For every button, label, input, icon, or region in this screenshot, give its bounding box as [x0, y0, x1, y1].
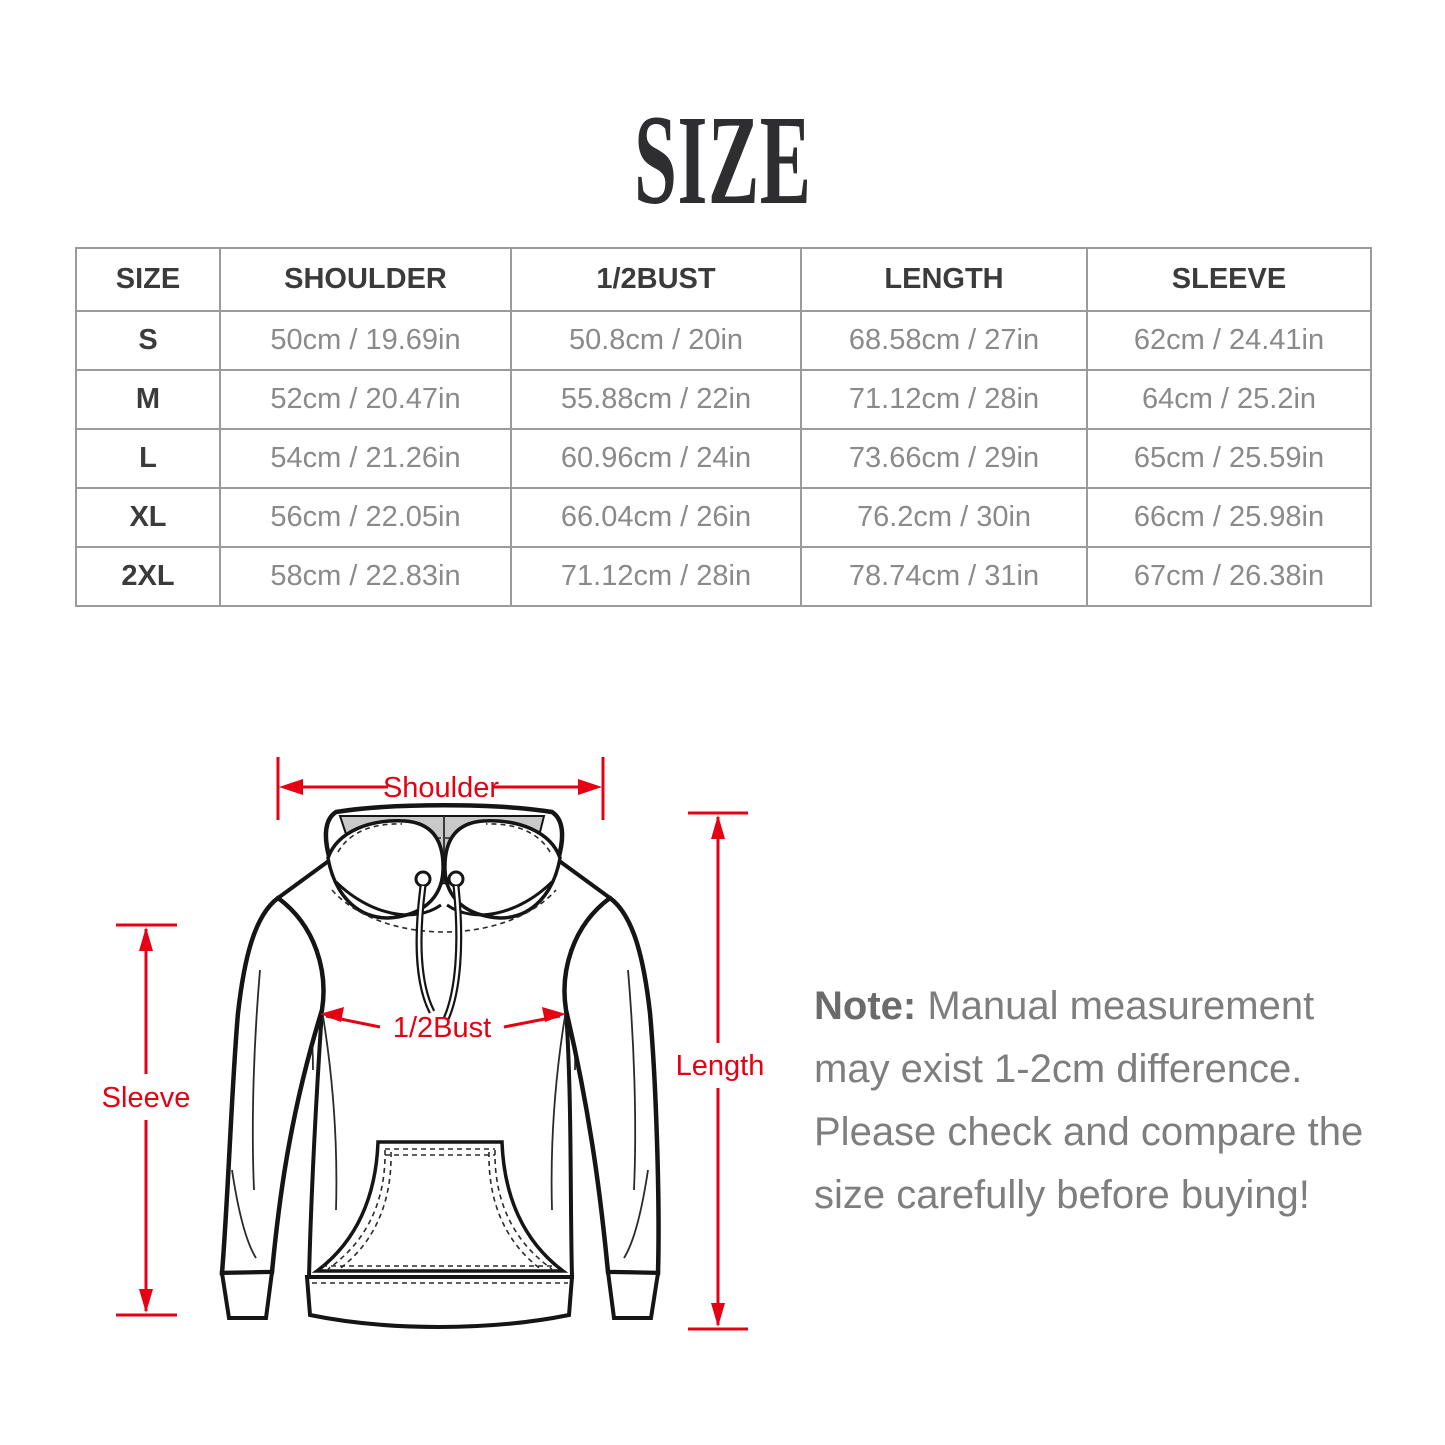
hem-band — [307, 1277, 572, 1327]
cell-sleeve: 64cm / 25.2in — [1087, 370, 1371, 429]
table-row-m — [76, 370, 1371, 429]
header-length: LENGTH — [801, 248, 1087, 311]
cell-bust: 60.96cm / 24in — [511, 429, 801, 488]
bust-dimension-label: 1/2Bust — [392, 1012, 492, 1044]
cell-shoulder: 52cm / 20.47in — [220, 370, 511, 429]
cell-sleeve: 62cm / 24.41in — [1087, 311, 1371, 370]
cell-shoulder: 50cm / 19.69in — [220, 311, 511, 370]
sleeve-dimension-arrow — [102, 925, 191, 1315]
cell-size: XL — [76, 488, 220, 547]
cell-shoulder: 54cm / 21.26in — [220, 429, 511, 488]
cell-size: L — [76, 429, 220, 488]
header-size: SIZE — [76, 248, 220, 311]
note-prefix: Note: — [814, 984, 917, 1028]
cell-shoulder: 56cm / 22.05in — [220, 488, 511, 547]
header-sleeve: SLEEVE — [1087, 248, 1371, 311]
cell-sleeve: 65cm / 25.59in — [1087, 429, 1371, 488]
measurement-note — [814, 975, 1374, 1227]
cell-size: M — [76, 370, 220, 429]
shoulder-dimension-label: Shoulder — [382, 772, 500, 804]
size-table — [75, 247, 1372, 607]
cell-bust: 55.88cm / 22in — [511, 370, 801, 429]
right-sleeve — [565, 898, 659, 1318]
page-title — [0, 89, 1445, 231]
table-row-s — [76, 311, 1371, 370]
hoodie-measurement-diagram — [20, 740, 780, 1400]
cell-shoulder: 58cm / 22.83in — [220, 547, 511, 606]
left-eyelet — [416, 872, 430, 886]
length-dimension-arrow — [676, 813, 765, 1329]
cell-bust: 66.04cm / 26in — [511, 488, 801, 547]
size-table-header-row — [76, 248, 1371, 311]
cell-length: 68.58cm / 27in — [801, 311, 1087, 370]
cell-size: 2XL — [76, 547, 220, 606]
table-row-xl — [76, 488, 1371, 547]
cell-bust: 71.12cm / 28in — [511, 547, 801, 606]
header-shoulder: SHOULDER — [220, 248, 511, 311]
cell-length: 76.2cm / 30in — [801, 488, 1087, 547]
page-title-text: SIZE — [633, 89, 812, 231]
table-row-l — [76, 429, 1371, 488]
length-dimension-label: Length — [675, 1050, 765, 1082]
note-body: Manual measurement may exist 1-2cm difference. Please check and compare the size carefully before buying! — [814, 984, 1364, 1217]
cell-length: 71.12cm / 28in — [801, 370, 1087, 429]
table-row-2xl — [76, 547, 1371, 606]
shoulder-dimension-arrow — [278, 757, 603, 820]
sleeve-dimension-label: Sleeve — [101, 1082, 191, 1114]
cell-sleeve: 66cm / 25.98in — [1087, 488, 1371, 547]
left-cuff — [222, 1272, 272, 1318]
header-bust: 1/2BUST — [511, 248, 801, 311]
cell-length: 73.66cm / 29in — [801, 429, 1087, 488]
cell-size: S — [76, 311, 220, 370]
right-eyelet — [449, 872, 463, 886]
cell-bust: 50.8cm / 20in — [511, 311, 801, 370]
cell-sleeve: 67cm / 26.38in — [1087, 547, 1371, 606]
right-cuff — [608, 1272, 658, 1318]
cell-length: 78.74cm / 31in — [801, 547, 1087, 606]
